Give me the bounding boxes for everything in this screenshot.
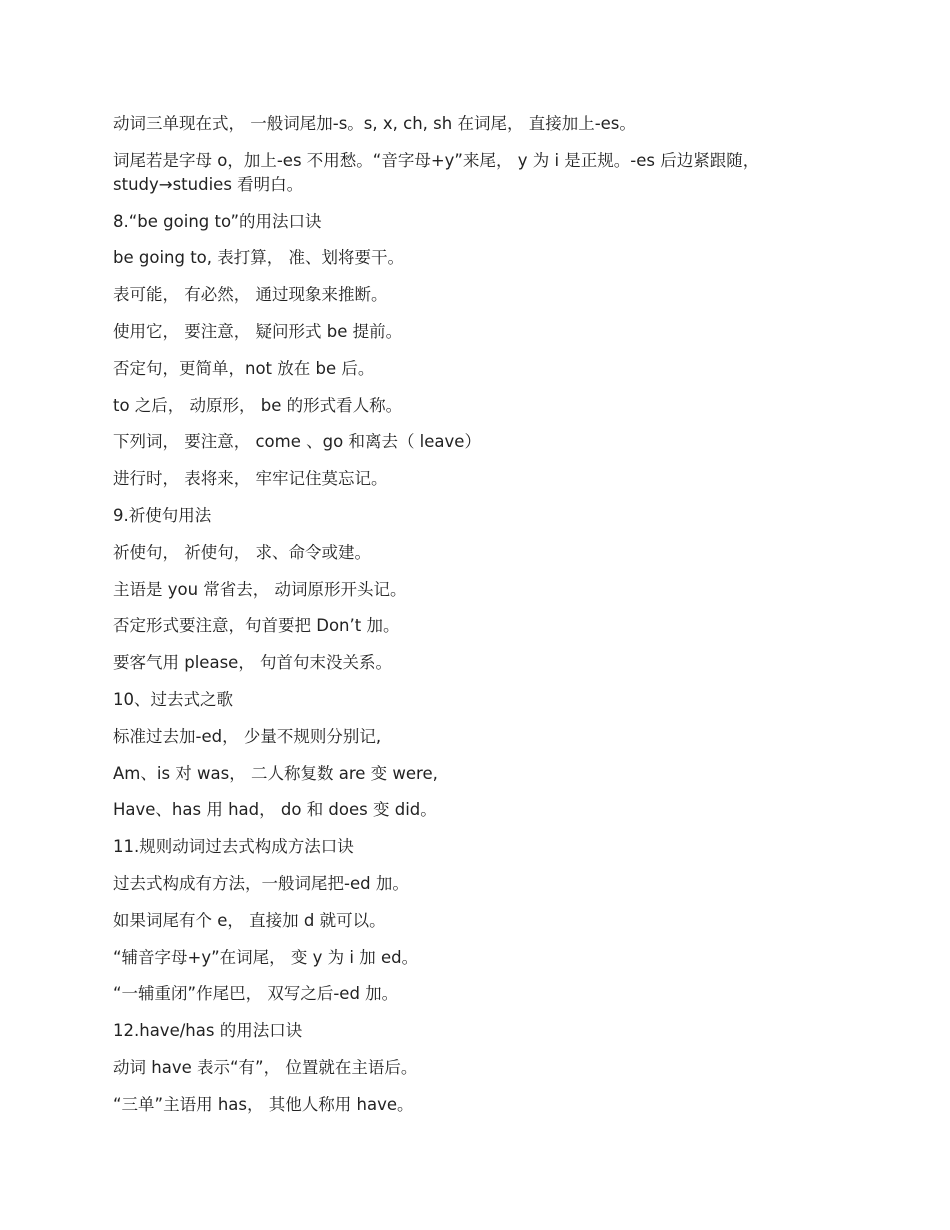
text-line: 表可能， 有必然， 通过现象来推断。	[113, 285, 388, 305]
text-line: 祈使句， 祈使句， 求、命令或建。	[113, 542, 371, 562]
section-heading: 8.“be going to”的用法口诀	[113, 211, 322, 231]
text-line: 否定形式要注意，句首要把 Don’t 加。	[113, 616, 400, 636]
text-line: Am、is 对 was， 二人称复数 are 变 were,	[113, 763, 438, 783]
section-heading: 11.规则动词过去式构成方法口诀	[113, 837, 354, 857]
text-line: 主语是 you 常省去， 动词原形开头记。	[113, 579, 407, 599]
section-heading: 12.have/has 的用法口诀	[113, 1021, 303, 1041]
text-line: 词尾若是字母 o，加上-es 不用愁。“音字母+y”来尾， y 为 i 是正规。-es 后边紧跟随，study→studies 看明白。	[113, 150, 760, 194]
text-line: 下列词， 要注意， come 、go 和离去（ leave）	[113, 432, 481, 452]
text-line: “一辅重闭”作尾巴， 双写之后-ed 加。	[113, 984, 399, 1004]
text-line: 动词三单现在式， 一般词尾加-s。s, x, ch, sh 在词尾， 直接加上-es。	[113, 114, 636, 133]
text-line: 否定句，更简单，not 放在 be 后。	[113, 358, 375, 378]
text-line: 如果词尾有个 e， 直接加 d 就可以。	[113, 910, 386, 930]
document-page	[113, 112, 833, 1130]
section-heading: 9.祈使句用法	[113, 505, 212, 525]
text-line: 过去式构成有方法，一般词尾把-ed 加。	[113, 873, 409, 893]
text-line: “三单”主语用 has， 其他人称用 have。	[113, 1094, 414, 1114]
text-line: Have、has 用 had， do 和 does 变 did。	[113, 800, 437, 820]
text-line: be going to, 表打算， 准、划将要干。	[113, 248, 404, 268]
text-line: 进行时， 表将来， 牢牢记住莫忘记。	[113, 469, 388, 489]
section-heading: 10、过去式之歌	[113, 689, 233, 709]
text-line: 要客气用 please， 句首句末没关系。	[113, 653, 393, 673]
text-line: 标准过去加-ed， 少量不规则分别记,	[113, 726, 382, 746]
text-line: to 之后， 动原形， be 的形式看人称。	[113, 395, 403, 415]
text-line: “辅音字母+y”在词尾， 变 y 为 i 加 ed。	[113, 947, 419, 967]
text-line: 使用它， 要注意， 疑问形式 be 提前。	[113, 321, 403, 341]
text-line: 动词 have 表示“有”， 位置就在主语后。	[113, 1057, 418, 1077]
